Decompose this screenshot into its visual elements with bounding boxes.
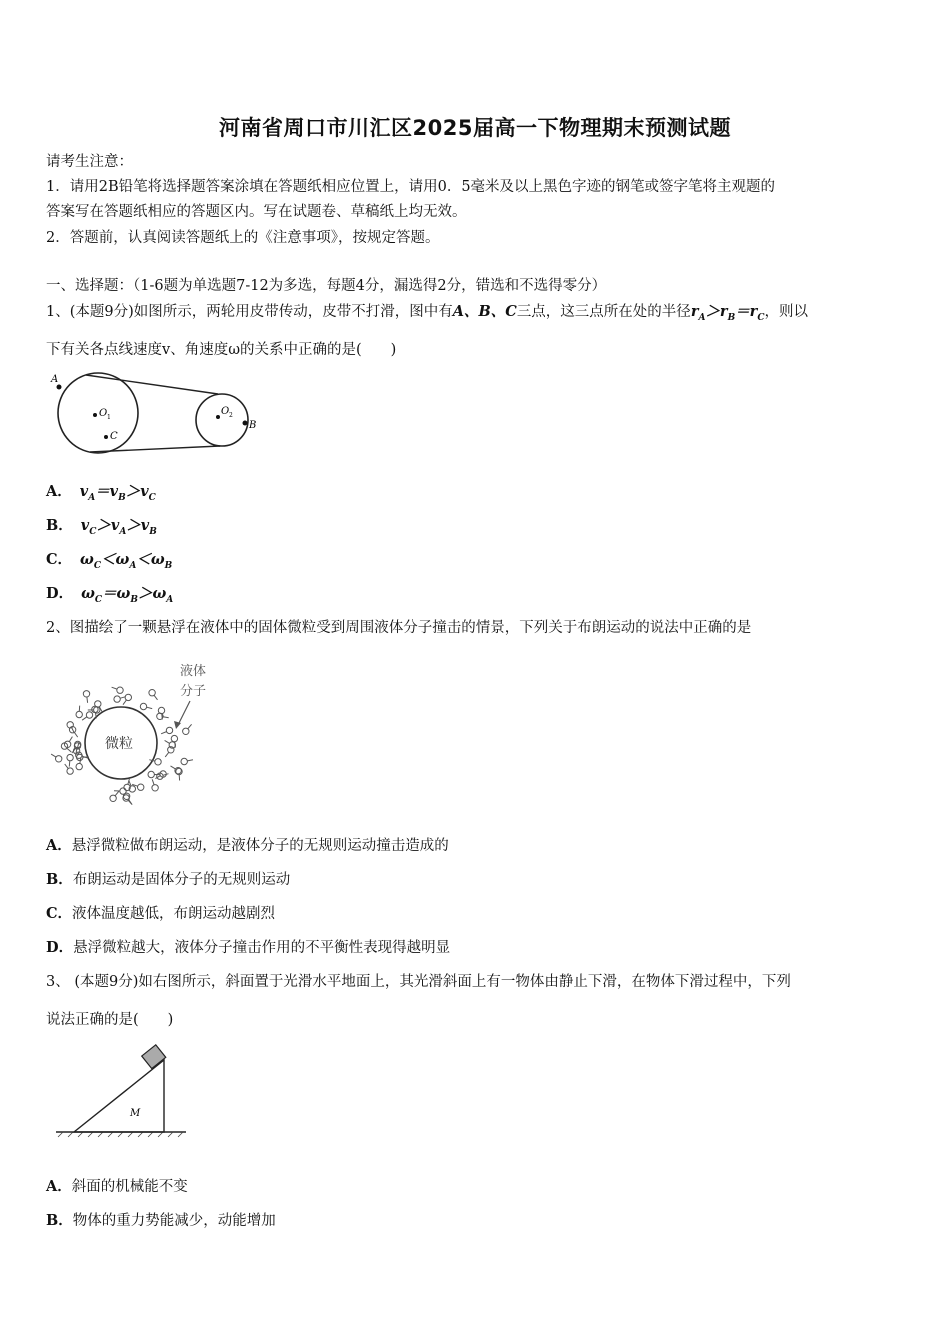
- molecule-velocity-arrow: [161, 732, 166, 734]
- liquid-molecule: [149, 690, 155, 696]
- liquid-molecule: [67, 768, 73, 774]
- q3-incline-figure: [46, 1042, 196, 1138]
- molecule-velocity-arrow: [67, 748, 71, 752]
- notice-item-1b: 答案写在答题纸相应的答题区内。写在试题卷、草稿纸上均无效。: [46, 204, 467, 220]
- liquid-molecule: [83, 691, 89, 697]
- q2-liquid-label-1: 液体: [180, 664, 207, 679]
- q2-liquid-label-2: 分子: [180, 684, 207, 699]
- molecule-velocity-arrow: [147, 707, 153, 708]
- liquid-molecule: [76, 763, 82, 769]
- q1-label-b: B: [249, 420, 257, 431]
- molecule-velocity-arrow: [72, 728, 75, 733]
- section-heading: 一、选择题：（1-6题为单选题7-12为多选，每题4分，漏选得2分，错选和不选得零分）: [46, 278, 607, 294]
- q1-option-d: D． $\omega_C=\omega_B>\omega_A$: [46, 585, 174, 605]
- q1-label-a: A: [51, 374, 59, 385]
- liquid-molecule: [140, 703, 146, 709]
- molecule-velocity-arrow: [165, 740, 170, 743]
- liquid-molecule: [77, 754, 83, 760]
- molecule-velocity-arrow: [115, 791, 119, 796]
- notice-item-2: 2．答题前，认真阅读答题纸上的《注意事项》，按规定答题。: [46, 230, 440, 246]
- molecule-velocity-arrow: [65, 764, 69, 769]
- q3-option-b: B．物体的重力势能减少，动能增加: [46, 1212, 276, 1229]
- liquid-molecule: [117, 687, 123, 693]
- q1-radius-relation: $r_A>r_B=r_C$: [690, 303, 765, 323]
- q1-points: A、B、C: [452, 303, 517, 320]
- molecule-velocity-arrow: [51, 754, 56, 757]
- liquid-molecule: [138, 784, 144, 790]
- molecule-velocity-arrow: [152, 779, 154, 785]
- notice-heading: 请考生注意：: [46, 154, 133, 170]
- q3-stem-line2: 说法正确的是( ): [46, 1012, 174, 1028]
- liquid-molecule: [171, 735, 177, 741]
- liquid-molecule: [155, 759, 161, 765]
- molecule-velocity-arrow: [188, 724, 192, 729]
- q2-option-b: B．布朗运动是固体分子的无规则运动: [46, 871, 291, 888]
- liquid-molecule: [67, 754, 73, 760]
- q2-option-d: D．悬浮微粒越大，液体分子撞击作用的不平衡性表现得越明显: [46, 939, 451, 956]
- q1-option-a: A． $v_A=v_B>v_C$: [46, 483, 156, 503]
- molecule-velocity-arrow: [165, 752, 169, 757]
- q2-stem: 2、图描绘了一颗悬浮在液体中的固体微粒受到周围液体分子撞击的情景，下列关于布朗运动的说法中正确的是: [46, 620, 752, 636]
- q3-label-m: M: [130, 1108, 141, 1119]
- q1-label-c: C: [110, 431, 118, 442]
- molecule-velocity-arrow: [123, 700, 126, 705]
- molecule-velocity-arrow: [82, 717, 87, 720]
- molecule-velocity-arrow: [171, 766, 176, 769]
- molecule-velocity-arrow: [163, 717, 169, 718]
- molecule-velocity-arrow: [149, 760, 155, 761]
- liquid-molecule: [148, 771, 154, 777]
- q1-label-o2-sub: 2: [229, 412, 233, 419]
- q2-option-c: C．液体温度越低，布朗运动越剧烈: [46, 905, 276, 922]
- q1-label-o1: O: [99, 408, 108, 419]
- liquid-molecule: [114, 696, 120, 702]
- liquid-molecule: [152, 785, 158, 791]
- molecule-velocity-arrow: [69, 761, 70, 767]
- q2-option-a: A．悬浮微粒做布朗运动，是液体分子的无规则运动撞击造成的: [46, 837, 449, 854]
- liquid-molecule: [183, 728, 189, 734]
- q1-label-o1-sub: 1: [107, 414, 111, 421]
- q3-option-a: A．斜面的机械能不变: [46, 1178, 188, 1195]
- liquid-molecule: [76, 711, 82, 717]
- liquid-molecule: [125, 694, 131, 700]
- liquid-molecule: [166, 727, 172, 733]
- molecule-velocity-arrow: [187, 760, 193, 761]
- q3-stem-line1: 3、 (本题9分)如右图所示，斜面置于光滑水平地面上，其光滑斜面上有一物体由静止下滑，在物体下滑过程中，下列: [46, 974, 791, 990]
- liquid-molecule: [86, 712, 92, 718]
- molecule-velocity-arrow: [74, 732, 77, 737]
- q2-brownian-figure: [50, 655, 220, 805]
- q1-option-b: B． $v_C>v_A>v_B$: [46, 517, 157, 537]
- q1-option-c: C． $\omega_C<\omega_A<\omega_B$: [46, 551, 173, 571]
- molecule-velocity-arrow: [112, 687, 117, 689]
- liquid-molecule: [181, 758, 187, 764]
- molecule-velocity-arrow: [154, 695, 158, 700]
- molecule-velocity-arrow: [87, 697, 88, 703]
- q1-belt-figure: [46, 370, 266, 460]
- notice-item-1a: 1．请用2B铅笔将选择题答案涂填在答题纸相应位置上，请用0．5毫米及以上黑色字迹的钢笔或签字笔将主观题的: [46, 179, 776, 195]
- q1-stem-line1: 1、(本题9分)如图所示，两轮用皮带传动，皮带不打滑，图中有A、B、C三点，这三点所在处的半径$r_A>r_B=r_C$，则以: [46, 303, 808, 323]
- q1-label-o2: O: [221, 406, 230, 417]
- q2-particle-label: 微粒: [105, 736, 133, 752]
- liquid-molecule: [56, 756, 62, 762]
- q1-stem-line2: 下有关各点线速度v、角速度ω的关系中正确的是( ): [46, 342, 397, 358]
- liquid-molecule: [110, 795, 116, 801]
- molecule-velocity-arrow: [69, 737, 72, 742]
- document-title: 河南省周口市川汇区2025届高一下物理期末预测试题: [219, 116, 731, 140]
